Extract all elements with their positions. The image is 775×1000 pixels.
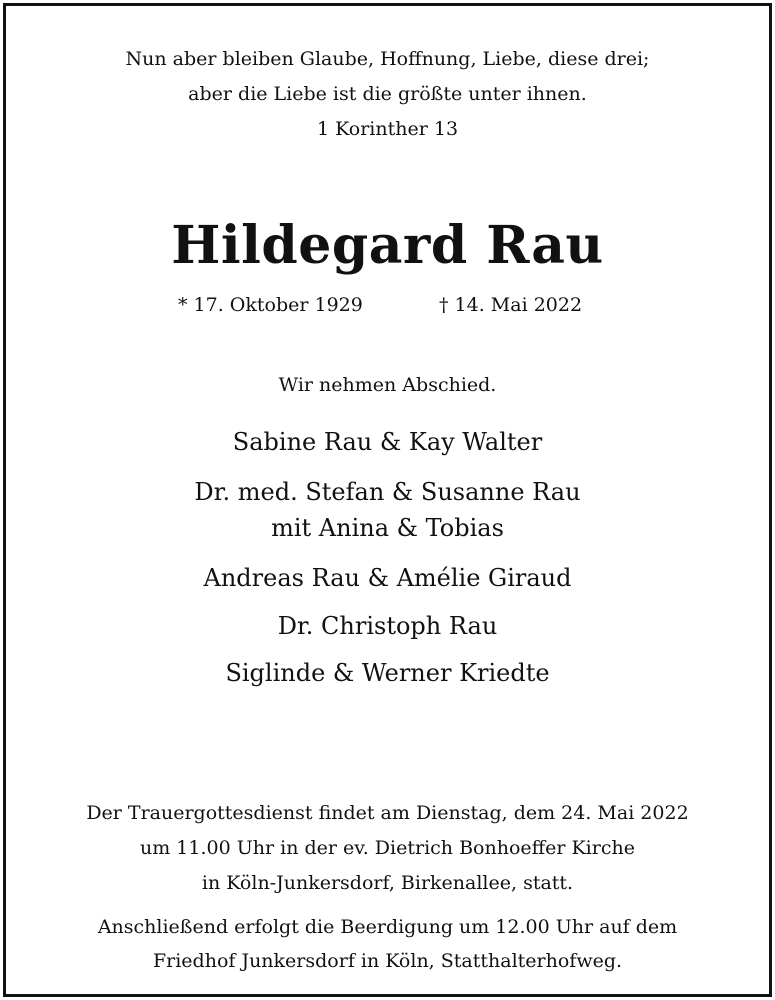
service-line-1: Der Trauergottesdienst findet am Dienstag, dem 24. Mai 2022 (86, 802, 689, 824)
family-line: Andreas Rau & Amélie Giraud (203, 564, 572, 592)
death-date: † 14. Mai 2022 (439, 294, 583, 316)
service-line-2: um 11.00 Uhr in der ev. Dietrich Bonhoeffer Kirche (140, 837, 635, 859)
service-line-5: Friedhof Junkersdorf in Köln, Statthalterhofweg. (152, 950, 623, 972)
family-line: Dr. med. Stefan & Susanne Rau (194, 478, 581, 506)
verse-line-1: Nun aber bleiben Glaube, Hoffnung, Liebe, diese drei; (125, 48, 650, 70)
family-line: mit Anina & Tobias (271, 514, 504, 542)
family-line: Sabine Rau & Kay Walter (232, 428, 543, 456)
family-line: Dr. Christoph Rau (277, 612, 498, 640)
family-line: Siglinde & Werner Kriedte (225, 659, 550, 687)
verse-source: 1 Korinther 13 (316, 118, 459, 140)
service-line-4: Anschließend erfolgt die Beerdigung um 12.00 Uhr auf dem (97, 916, 678, 938)
service-line-3: in Köln-Junkersdorf, Birkenallee, statt. (201, 872, 574, 894)
birth-date: * 17. Oktober 1929 (178, 294, 363, 316)
deceased-name: Hildegard Rau (171, 215, 604, 276)
farewell-text: Wir nehmen Abschied. (278, 374, 497, 396)
verse-line-2: aber die Liebe ist die größte unter ihnen. (188, 83, 587, 105)
